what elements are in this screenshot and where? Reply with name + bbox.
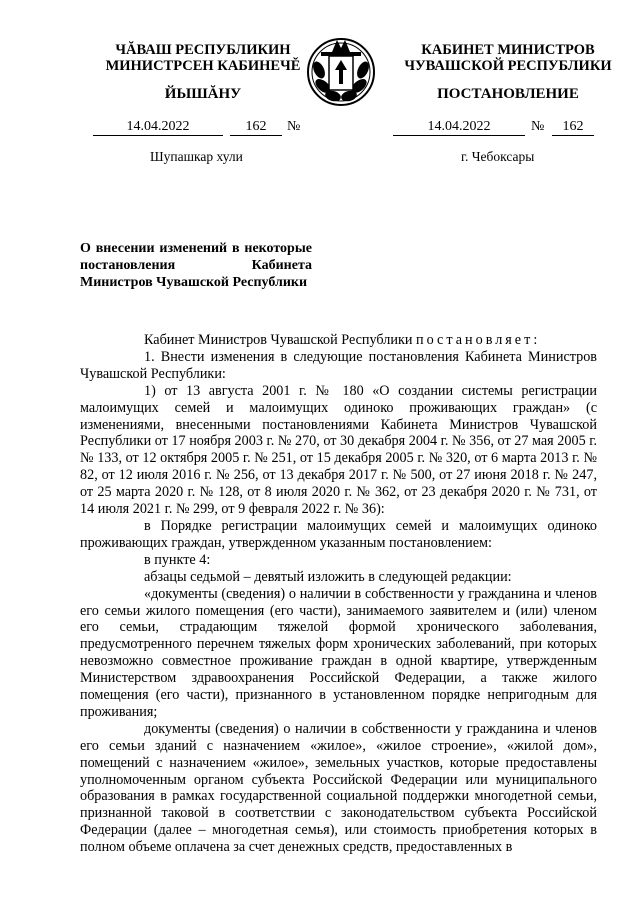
document-title: О внесении изменений в некоторые постановления Кабинета Министров Чувашской Республики [80,241,312,290]
intro-paragraph: Кабинет Министров Чувашской Республики постановляет: [144,332,538,348]
left-org-name [68,42,338,74]
left-number-sign: № [287,119,301,134]
body-paragraph-3: в Порядке регистрации малоимущих семей и малоимущих одиноко проживающих граждан, утвержденном указанным постановлением: [80,517,597,551]
left-city: Шупашкар хули [150,149,243,164]
body-paragraph-4: в пункте 4: [144,551,211,568]
document-body [80,332,597,856]
body-paragraph-1: 1. Внести изменения в следующие постановления Кабинета Министров Чувашской Республики: [80,348,597,382]
right-number: 162 [552,118,594,136]
body-paragraph-2: 1) от 13 августа 2001 г. № 180 «О создании системы регистрации малоимущих семей и малоимущих одиноко проживающих граждан» (с изменениями, внесенными постановлениями Кабинета Министров Чувашской Республики от 17 ноября 2003 г. № 270, от 30 декабря 2004 г. № 356, от 27 мая 2005 г. № 133, от 12 октября 2005 г. № 251, от 15 декабря 2005 г. № 320, от 6 марта 2013 г. № 82, от 12 июля 2016 г. № 256, от 13 декабря 2017 г. № 500, от 27 июня 2018 г. № 247, от 25 марта 2020 г. № 128, от 8 июля 2020 г. № 362, от 23 декабря 2020 г. № 731, от 14 июля 2021 г. № 299, от 9 февраля 2022 г. № 36): [80,382,597,518]
body-paragraph-5: абзацы седьмой – девятый изложить в следующей редакции: [144,568,512,585]
left-org-line2: МИНИСТРСЕН КАБИНЕЧĔ [105,58,301,74]
right-date: 14.04.2022 [393,118,525,136]
left-number: 162 [230,118,282,136]
right-city: г. Чебоксары [461,149,535,164]
right-number-sign: № [531,119,545,134]
left-doc-type: ЙЫШĂНУ [164,86,242,102]
body-paragraph-6: «документы (сведения) о наличии в собственности у гражданина и членов его семьи жилого помещения (его части), занимаемого заявителем и (или) членом его семьи, страдающим тяжелой формой хронического заболевания, предусмотренного перечнем тяжелых форм хронических заболеваний, при которых невозможно совместное проживание граждан в одной квартире, утвержденным Министерством здравоохранения Российской Федерации, а также жилого помещения (его части), признанного в установленном порядке непригодным для проживания; [80,585,597,720]
body-paragraph-7: документы (сведения) о наличии в собственности у гражданина и членов его семьи зданий с назначением «жилое», «жилое строение», «жилой дом», помещений с назначением «жилое», земельных участков, которые предоставлены уполномоченным органом субъекта Российской Федерации или муниципального образования в рамках государственной социальной поддержки многодетной семьи, признанной таковой в соответствии с законодательством субъекта Российской Федерации (далее – многодетная семья), или стоимость приобретения которых в полном объеме оплачена за счет денежных средств, предоставленных в [80,720,597,856]
right-org-name [373,42,640,74]
right-org-line1: КАБИНЕТ МИНИСТРОВ [421,42,595,58]
right-org-line2: ЧУВАШСКОЙ РЕСПУБЛИКИ [404,58,612,74]
right-doc-type: ПОСТАНОВЛЕНИЕ [437,86,579,102]
left-date: 14.04.2022 [93,118,223,136]
left-org-line1: ЧĂВАШ РЕСПУБЛИКИН [115,42,291,58]
